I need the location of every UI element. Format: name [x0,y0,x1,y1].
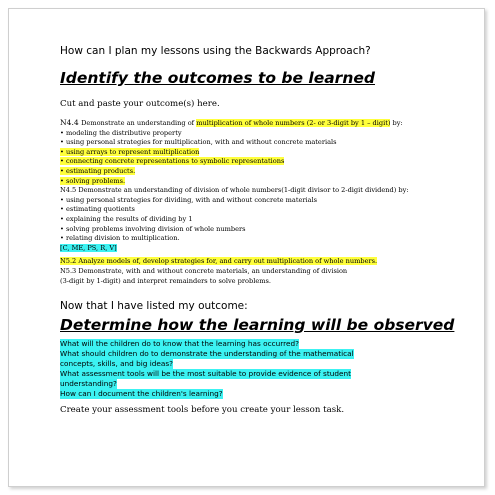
outcome-n44-tail: by: [390,119,403,127]
list-item: What will the children do to know that the learning has occurred? [60,339,299,349]
list-item: How can I document the children's learning? [60,389,223,399]
outcome-n44-highlight: multiplication of whole numbers (2- or 3-digit by 1 – digit) [196,119,391,127]
list-item: • explaining the results of dividing by 1 [60,214,193,223]
section-title-determine: Determine how the learning will be observed [60,316,455,335]
outcome-n45-lead: N4.5 Demonstrate an understanding of division of whole numbers(1-digit divisor to 2-digit dividend) by: [60,186,409,195]
list-item: • relating division to multiplication. [60,234,180,243]
outcome-n52: N5.2 Analyze models of, develop strategies for, and carry out multiplication of whole numbers. [60,257,378,266]
list-item: understanding? [60,379,117,389]
section2-intro: Now that I have listed my outcome: [60,300,248,313]
list-item: • estimating quotients [60,205,135,214]
document-content [60,45,455,416]
list-item: • solving problems. [60,176,126,185]
outcome-n44-lead [60,118,440,129]
section-title-identify: Identify the outcomes to be learned [60,69,375,87]
list-item: • using arrays to represent multiplication [60,147,200,156]
list-item: concepts, skills, and big ideas? [60,359,174,369]
list-item: • estimating products. [60,166,136,175]
closing-text: Create your assessment tools before you create your lesson task. [60,405,345,416]
list-item: What should children do to demonstrate the understanding of the mathematical [60,349,354,359]
outcome-n53-line1: N5.3 Demonstrate, with and without concrete materials, an understanding of division [60,266,348,275]
list-item: • modeling the distributive property [60,128,182,137]
document-page [8,8,485,487]
outcome-tags: [C, ME, PS, R, V] [60,243,117,252]
list-item: • using personal strategies for dividing, with and without concrete materials [60,195,318,204]
question-heading: How can I plan my lessons using the Backwards Approach? [60,45,371,57]
outcome-n53-line2: (3-digit by 1-digit) and interpret remainders to solve problems. [60,276,271,285]
list-item: • using personal strategies for multiplication, with and without concrete materials [60,138,337,147]
question-list [60,339,440,399]
list-item: • solving problems involving division of whole numbers [60,224,246,233]
outcome-code: N4.4 [60,118,82,127]
list-item: What assessment tools will be the most suitable to provide evidence of student [60,369,351,379]
instruction-text: Cut and paste your outcome(s) here. [60,99,220,109]
outcome-n44-text: Demonstrate an understanding of [81,119,197,127]
list-item: • connecting concrete representations to symbolic representations [60,157,285,166]
